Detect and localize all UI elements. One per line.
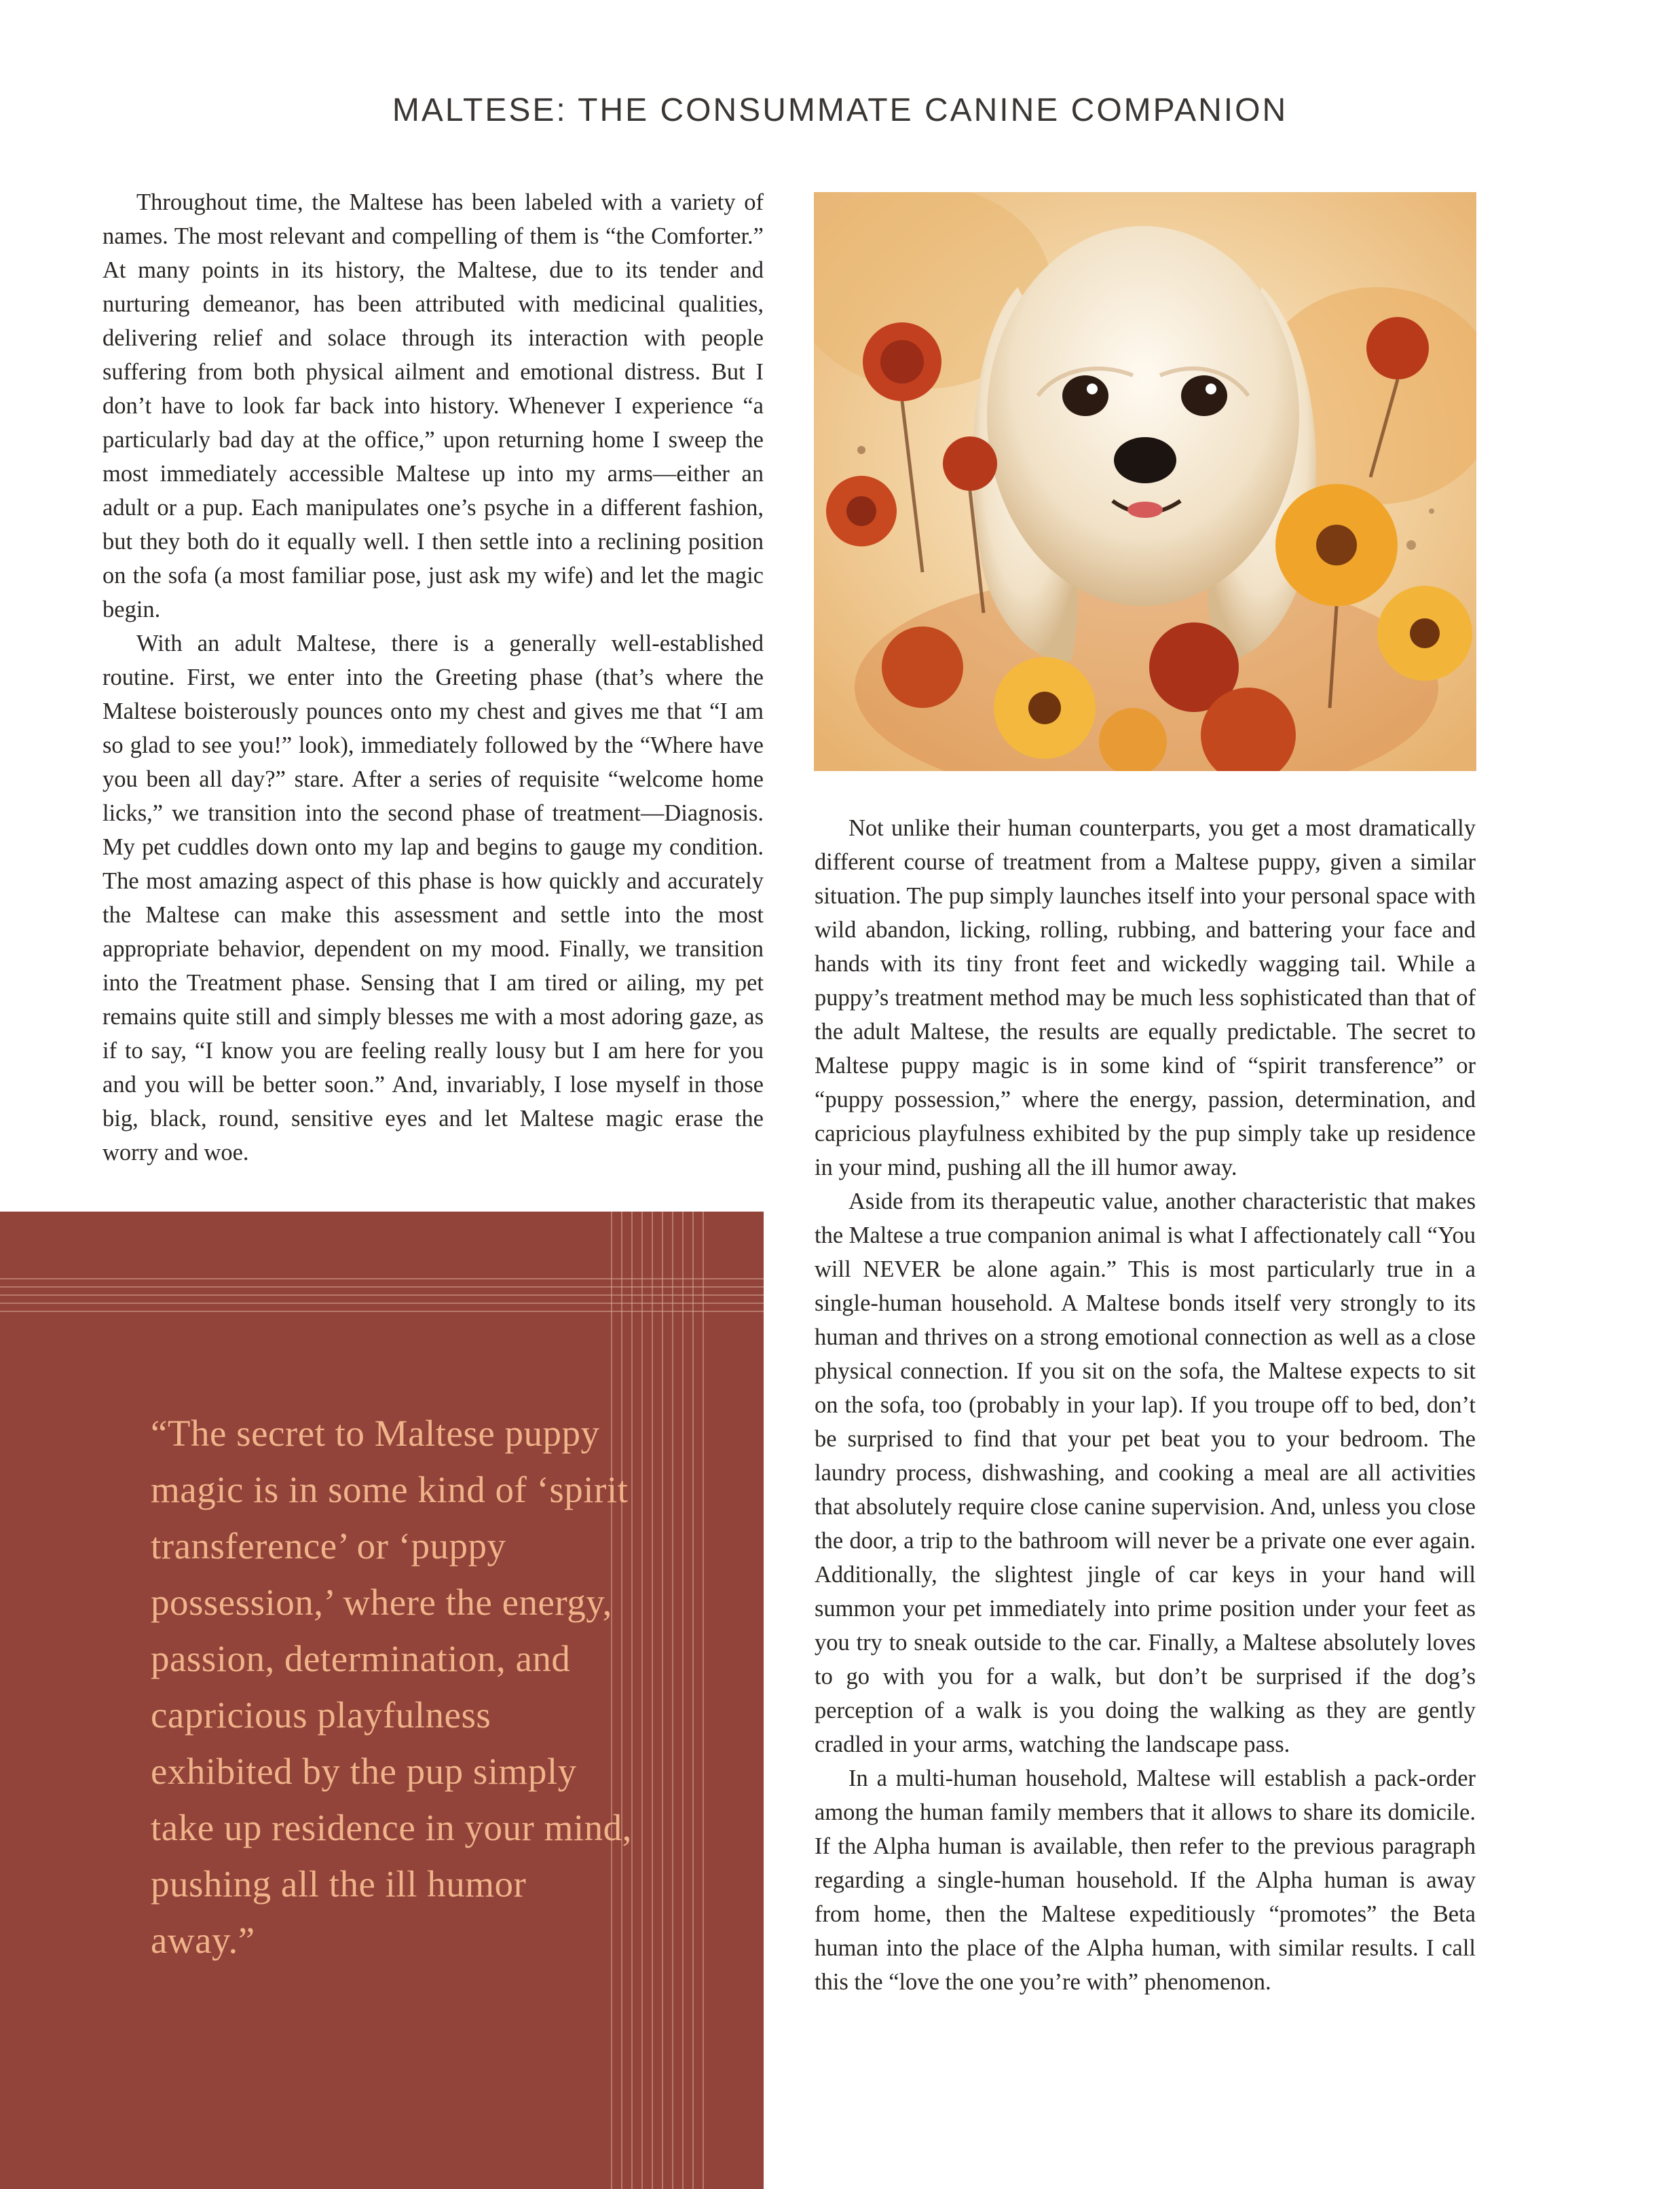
panel-rule bbox=[0, 1303, 764, 1304]
panel-rule bbox=[662, 1212, 663, 2189]
panel-rule bbox=[641, 1212, 643, 2189]
body-paragraph: In a multi-human household, Maltese will establish a pack-order among the human family members that it allows to share its domicile. If the Alpha human is available, then refer to the previous paragraph regarding a single-human household. If the Alpha human is away from home, then the Maltese expeditiously “promotes” the Beta human into the place of the Alpha human, with similar results. I call this the “love the one you’re with” phenomenon. bbox=[815, 1765, 1476, 1995]
pull-quote-text: “The secret to Maltese puppy magic is in some kind of ‘spirit transference’ or ‘puppy possession,’ where the energy, passion, determination, and capricious playfulness exhibited by the pup simply take up residence in your mind, pushing all the ill humor away.” bbox=[151, 1412, 632, 1961]
body-paragraph: Aside from its therapeutic value, another characteristic that makes the Maltese a true companion animal is what I affectionately call “You will NEVER be alone again.” This is most particularly true in a single-human household. A Maltese bonds itself very strongly to its human and thrives on a strong emotional connection as well as a close physical connection. If you sit on the sofa, the Maltese expects to sit on the sofa, too (probably in your lap). If you troupe off to bed, don’t be surprised to find that your pet beat you to your bedroom. The laundry process, dishwashing, and cooking a meal are all activities that absolutely require close canine supervision. And, unless you close the door, a trip to the bathroom will never be a private one ever again. Additionally, the slightest jingle of car keys in your hand will summon your pet immediately into prime position under your feet as you try to sneak outside to the car. Finally, a Maltese absolutely loves to go with you for a walk, but don’t be surprised if the dog’s perception of a walk is you doing the walking as they are gently cradled in your arms, watching the landscape pass. bbox=[815, 1189, 1476, 1757]
panel-rule bbox=[0, 1286, 764, 1288]
panel-rule bbox=[0, 1311, 764, 1312]
body-paragraph: With an adult Maltese, there is a generally well-established routine. First, we enter into the Greeting phase (that’s where the Maltese boisterously pounces onto my chest and gives me that “I am so glad to see you!” look), immediately followed by the “Where have you been all day?” stare. After a series of requisite “welcome home licks,” we transition into the second phase of treatment—Diagnosis. My pet cuddles down onto my lap and begins to gauge my condition. The most amazing aspect of this phase is how quickly and accurately the Maltese can make this assessment and settle into the most appropriate behavior, dependent on my mood. Finally, we transition into the Treatment phase. Sensing that I am tired or ailing, my pet remains quite still and simply blesses me with a most adoring gaze, as if to say, “I know you are feeling really lousy but I am here for you and you will be better soon.” And, invariably, I lose myself in those big, black, round, sensitive eyes and let Maltese magic erase the worry and woe. bbox=[102, 631, 764, 1165]
body-paragraph: Throughout time, the Maltese has been labeled with a variety of names. The most relevant and compelling of them is “the Comforter.” At many points in its history, the Maltese, due to its tender and nurturing demeanor, has been attributed with medicinal qualities, delivering relief and solace through its interaction with people suffering from both physical ailment and emotional distress. But I don’t have to look far back into history. Whenever I experience “a particularly bad day at the office,” upon returning home I sweep the most immediately accessible Maltese up into my arms—either an adult or a pup. Each manipulates one’s psyche in a different fashion, but they both do it equally well. I then settle into a reclining position on the sofa (a most familiar pose, just ask my wife) and let the magic begin. bbox=[102, 189, 764, 622]
panel-rule bbox=[692, 1212, 694, 2189]
panel-rule bbox=[672, 1212, 673, 2189]
page-header-title: MALTESE: THE CONSUMMATE CANINE COMPANION bbox=[392, 92, 1288, 128]
panel-rule bbox=[0, 1278, 764, 1279]
panel-rule bbox=[682, 1212, 684, 2189]
right-text-column bbox=[815, 811, 1476, 1999]
panel-rule bbox=[703, 1212, 704, 2189]
body-paragraph: Not unlike their human counterparts, you get a most dramatically different course of treatment from a Maltese puppy, given a similar situation. The pup simply launches itself into your personal space with wild abandon, licking, rolling, rubbing, and battering your face and hands with its tiny front feet and wickedly wagging tail. While a puppy’s treatment method may be much less sophisticated than that of the adult Maltese, the results are equally predictable. The secret to Maltese puppy magic is in some kind of “spirit transference” or “puppy possession,” where the energy, passion, determination, and capricious playfulness exhibited by the pup simply take up residence in your mind, pushing all the ill humor away. bbox=[815, 815, 1476, 1180]
panel-rule bbox=[652, 1212, 653, 2189]
left-text-column bbox=[102, 185, 764, 1170]
maltese-flowers-illustration bbox=[814, 192, 1476, 771]
panel-rule bbox=[0, 1294, 764, 1296]
